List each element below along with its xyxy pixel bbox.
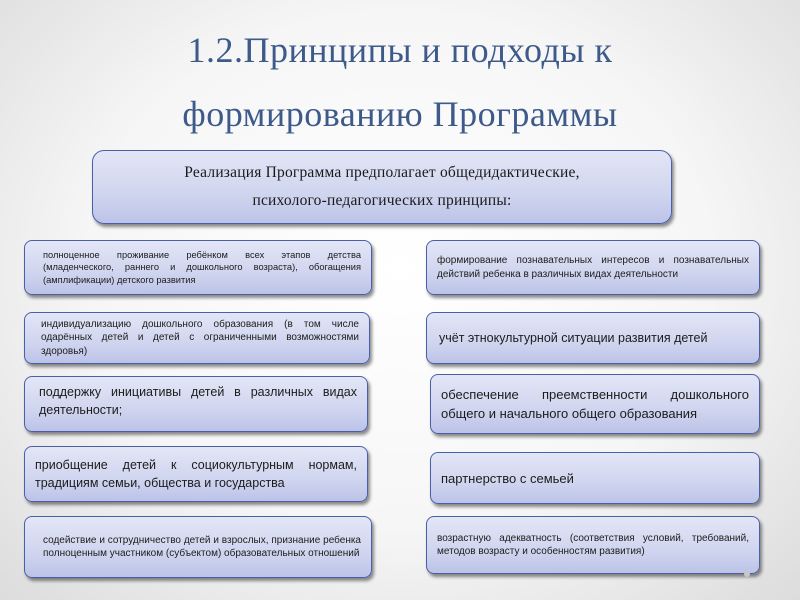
decorative-dot [744,571,750,577]
slide-title-line-1: 1.2.Принципы и подходы к [187,30,613,70]
main-statement-box [92,150,672,224]
principle-text: партнерство с семьей [441,470,574,486]
principle-box-left-4 [24,446,368,502]
principle-box-right-1 [426,240,760,295]
principle-box-left-5 [24,516,372,578]
principle-text: возрастную адекватность (соответствия условий, требований, методов возрасту и особенностям развития) [437,532,749,557]
principle-text: полноценное проживание ребёнком всех этапов детства (младенческого, раннего и дошкольного возраста), обогащения (амплификации) детского развития [43,249,361,285]
principle-text: поддержку инициативы детей в различных видах деятельности; [39,385,357,417]
principle-box-right-3 [430,374,760,434]
principle-text: индивидуализацию дошкольного образования (в том числе одарённых детей и детей с ограниченными возможностями здоровья) [41,318,359,357]
principle-box-left-2 [24,312,370,364]
principle-box-left-3 [24,376,368,432]
slide-title-line-2: формированию Программы [182,94,618,134]
principle-text: обеспечение преемственности дошкольного общего и начального общего образования [441,387,749,421]
principle-box-right-4 [430,452,760,504]
main-statement-line-1: Реализация Программа предполагает общедидактические, [184,164,580,181]
principle-box-right-5 [426,516,760,574]
main-statement-line-2: психолого-педагогических принципы: [252,192,512,209]
principle-box-left-1 [24,240,372,295]
principle-text: приобщение детей к социокультурным нормам, традициям семьи, общества и государства [35,458,357,490]
principle-text: формирование познавательных интересов и познавательных действий ребенка в различных видах деятельности [437,255,749,280]
principle-box-right-2 [426,312,760,364]
principle-text: учёт этнокультурной ситуации развития детей [439,331,708,345]
principle-text: содействие и сотрудничество детей и взрослых, признание ребенка полноценным участником (субъектом) образовательных отношений [43,534,361,559]
